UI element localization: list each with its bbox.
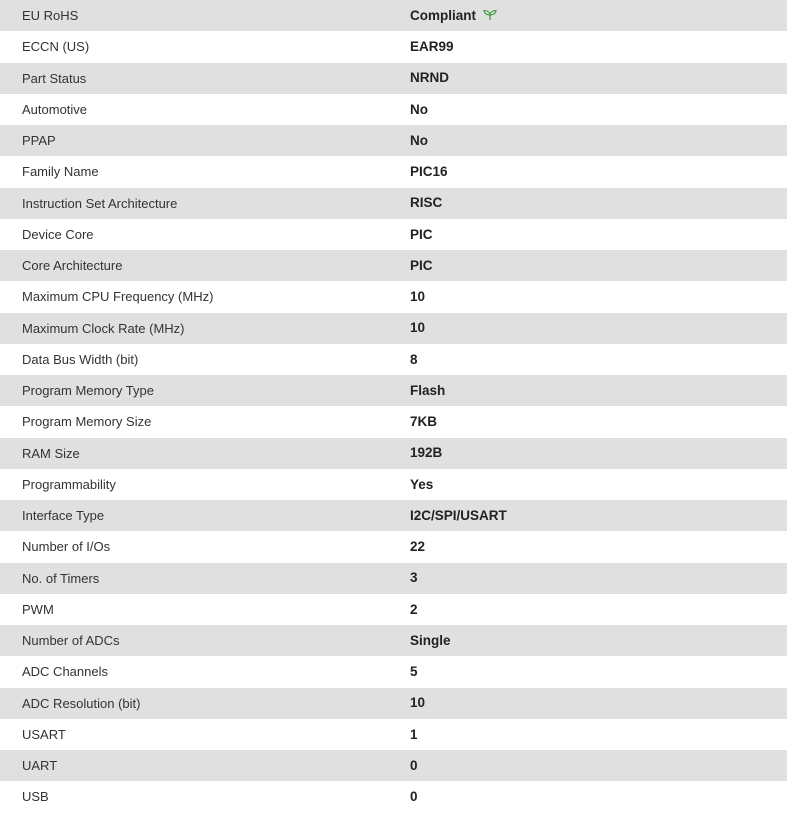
- spec-row-instruction-set: [0, 188, 787, 219]
- spec-value: Yes: [410, 476, 434, 492]
- spec-value: 0: [410, 789, 418, 805]
- spec-value: 7KB: [410, 414, 438, 430]
- spec-value: No: [410, 132, 428, 148]
- spec-row-family-name: [0, 156, 787, 187]
- spec-value: 10: [410, 320, 426, 336]
- spec-row-pwm: [0, 594, 787, 625]
- spec-label: Family Name: [22, 164, 99, 180]
- spec-row-part-status: [0, 63, 787, 94]
- spec-row-uart: [0, 750, 787, 781]
- spec-label: RAM Size: [22, 445, 80, 461]
- spec-value: I2C/SPI/USART: [410, 507, 507, 523]
- spec-label: ADC Resolution (bit): [22, 695, 141, 711]
- spec-label: Program Memory Type: [22, 383, 154, 399]
- spec-value: 10: [410, 289, 426, 305]
- spec-row-adc-channels: [0, 656, 787, 687]
- spec-row-core-architecture: [0, 250, 787, 281]
- spec-value: RISC: [410, 195, 443, 211]
- spec-row-adc-resolution: [0, 688, 787, 719]
- spec-row-number-of-adcs: [0, 625, 787, 656]
- spec-label: Number of ADCs: [22, 633, 120, 649]
- spec-row-interface-type: [0, 500, 787, 531]
- spec-label: PPAP: [22, 133, 56, 149]
- spec-value: 192B: [410, 445, 443, 461]
- spec-value: Compliant: [410, 7, 476, 23]
- spec-value: NRND: [410, 70, 449, 86]
- spec-row-eccn: [0, 31, 787, 62]
- spec-label: Program Memory Size: [22, 414, 152, 430]
- spec-value-cell: [388, 0, 787, 31]
- spec-row-ram-size: [0, 438, 787, 469]
- spec-value: PIC16: [410, 164, 448, 180]
- spec-row-ppap: [0, 125, 787, 156]
- spec-value: EAR99: [410, 39, 454, 55]
- spec-row-eu-rohs: [0, 0, 787, 31]
- spec-label: USART: [22, 726, 66, 742]
- spec-label: Maximum CPU Frequency (MHz): [22, 289, 214, 305]
- spec-label: Core Architecture: [22, 258, 123, 274]
- spec-row-device-core: [0, 219, 787, 250]
- spec-label: Maximum Clock Rate (MHz): [22, 320, 185, 336]
- spec-label: Device Core: [22, 226, 94, 242]
- spec-label: EU RoHS: [22, 8, 79, 24]
- spec-value: Single: [410, 632, 451, 648]
- spec-row-usart: [0, 719, 787, 750]
- spec-row-program-memory-size: [0, 406, 787, 437]
- spec-label: Instruction Set Architecture: [22, 195, 178, 211]
- spec-row-number-of-timers: [0, 563, 787, 594]
- spec-row-max-clock-rate: [0, 313, 787, 344]
- spec-row-number-of-ios: [0, 531, 787, 562]
- spec-label: Part Status: [22, 70, 87, 86]
- spec-row-usb: [0, 781, 787, 812]
- spec-label: Programmability: [22, 476, 116, 492]
- spec-label: PWM: [22, 601, 54, 617]
- spec-label: No. of Timers: [22, 570, 100, 586]
- spec-row-max-cpu-frequency: [0, 281, 787, 312]
- spec-value: 5: [410, 664, 418, 680]
- spec-value: 10: [410, 695, 426, 711]
- spec-value: 1: [410, 726, 418, 742]
- spec-label: Data Bus Width (bit): [22, 351, 139, 367]
- spec-value: 3: [410, 570, 418, 586]
- spec-label: Interface Type: [22, 508, 105, 524]
- spec-row-program-memory-type: [0, 375, 787, 406]
- spec-value: No: [410, 101, 428, 117]
- spec-label: Automotive: [22, 101, 88, 117]
- spec-value: 8: [410, 351, 418, 367]
- spec-label: ADC Channels: [22, 664, 108, 680]
- spec-value: 2: [410, 601, 418, 617]
- spec-label: UART: [22, 758, 58, 774]
- spec-row-programmability: [0, 469, 787, 500]
- spec-label: ECCN (US): [22, 39, 90, 55]
- spec-label: USB: [22, 789, 49, 805]
- spec-label: Number of I/Os: [22, 539, 111, 555]
- leaf-icon: [483, 9, 497, 21]
- spec-value: PIC: [410, 226, 433, 242]
- spec-row-automotive: [0, 94, 787, 125]
- spec-value: 22: [410, 539, 426, 555]
- spec-value: PIC: [410, 257, 433, 273]
- spec-value: Flash: [410, 382, 446, 398]
- spec-value: 0: [410, 757, 418, 773]
- spec-row-data-bus-width: [0, 344, 787, 375]
